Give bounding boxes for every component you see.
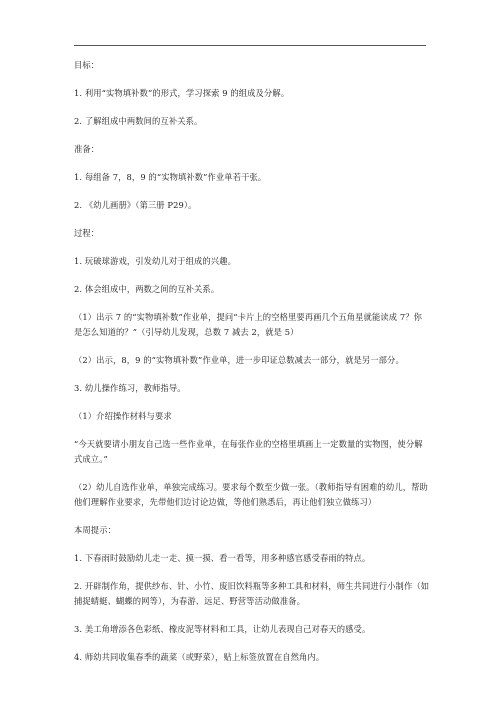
process-item-2: 2. 体会组成中，两数之间的互补关系。 [74,284,220,294]
process-quote: “今天就要请小朋友自己选一些作业单，在每张作业的空格里填画上一定数量的实物图，使分解式成立。” [74,439,423,464]
heading-preparation: 准备： [74,144,100,154]
heading-process: 过程： [74,228,100,238]
goal-item-1: 1. 利用“实物填补数”的形式，学习探索 9 的组成及分解。 [74,88,290,98]
goal-item-2: 2. 了解组成中两数间的互补关系。 [74,116,203,126]
process-item-3-sub-2: （2）幼儿自选作业单，单独完成练习。要求每个数至少做一张。（教师指导有困难的幼儿，帮助他们理解作业要求，先带他们边讨论边做，等他们熟悉后，再让他们独立做练习） [74,482,428,507]
process-sub-item-2: （2）出示，8，9 的“实物填补数”作业单，进一步印证总数减去一部分，就是另一部分。 [74,355,404,365]
heading-weekly-tips: 本周提示： [74,525,116,535]
process-item-3-sub-1: （1）介绍操作材料与要求 [74,411,172,421]
tip-item-3: 3. 美工角增添各色彩纸、橡皮泥等材料和工具，让幼儿表现自己对春天的感受。 [74,624,371,634]
document-body [74,58,430,665]
tip-item-4: 4. 师幼共同收集春季的蔬菜（或野菜），贴上标签放置在自然角内。 [74,652,325,662]
process-item-1: 1. 玩破球游戏，引发幼儿对于组成的兴趣。 [74,256,236,266]
tip-item-1: 1. 下春雨时鼓励幼儿走一走、摸一摸、看一看等，用多种感官感受春雨的特点。 [74,553,371,563]
tip-item-2: 2. 开辟制作角，提供纱布、针、小竹、废旧饮料瓶等多种工具和材料，师生共同进行小制作（如捕捉蜻蜓、蝴蝶的网等），为春游、远足、野营等活动做准备。 [74,581,430,606]
process-sub-item-1: （1）出示 7 的“实物填补数”作业单，提问“卡片上的空格里要再画几个五角星就能读成 7？你是怎么知道的？”（引导幼儿发现，总数 7 减去 2，就是 5） [74,312,423,337]
header-rule [74,45,426,46]
process-item-3: 3. 幼儿操作练习，教师指导。 [74,383,186,393]
heading-goals: 目标： [74,60,100,70]
preparation-item-2: 2. 《幼儿画册》（第三册 P29）。 [74,200,197,210]
preparation-item-1: 1. 每组备 7，8，9 的“实物填补数”作业单若干张。 [74,172,267,182]
